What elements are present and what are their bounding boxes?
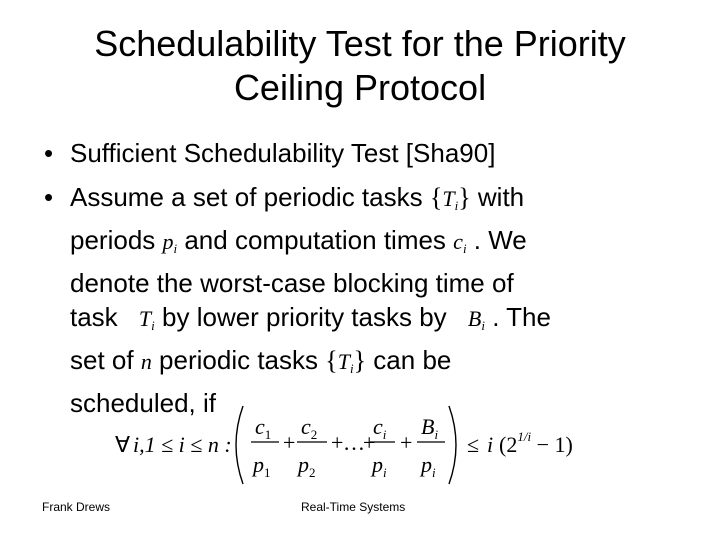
bullet-text: task [70,302,125,332]
n-math: n [140,349,152,374]
bullet-text: scheduled, if [70,388,216,418]
bullet-text: by lower priority tasks by [154,302,454,332]
bullet-marker: • [44,182,54,212]
bullet-text: and computation times [177,225,454,255]
frac-b-num: $B_i$ [421,414,439,442]
bullet-text: with [470,182,525,212]
plus-sign: + [400,430,413,455]
bullet-text: Sufficient Schedulability Test [Sha90] [70,138,496,168]
footer-author: Frank Drews [42,500,111,514]
formula-condition: i,1 ≤ i ≤ n : [133,432,232,457]
frac1-num: $c_1$ [255,414,272,442]
bullet-text: can be [366,345,452,375]
bullet-text: Assume a set of periodic tasks [70,182,430,212]
schedulability-formula [115,400,595,490]
title-line-2: Ceiling Protocol [233,67,487,108]
task-set-math: $\{T_i\}$ [429,183,471,213]
ellipsis: … [343,430,365,455]
frac-i-num: $c_i$ [373,414,387,442]
bullet-list [44,136,684,420]
computation-math: $c_i$ [453,229,467,256]
task-set-math: $\{T_i\}$ [325,346,367,376]
frac2-num: $c_2$ [301,414,318,442]
forall-symbol: ∀ [115,432,131,457]
frac-b-den: $p_i$ [421,452,436,480]
slide-title [40,22,680,110]
plus-sign: + [331,430,344,455]
period-math: $p_i$ [162,229,178,256]
bullet-marker: • [44,138,54,168]
title-line-1: Schedulability Test for the Priority [94,23,626,64]
rhs-i: i [487,432,494,457]
bullet-text: . The [484,302,551,332]
bullet-text: periodic tasks [151,345,326,375]
bullet-item-2 [44,180,684,420]
left-paren [236,406,243,484]
frac2-den: $p_2$ [298,452,316,480]
bullet-item-1 [44,136,684,170]
blocking-math: $B_i$ [467,306,485,333]
bullet-text: set of [70,345,141,375]
right-paren [449,406,456,484]
rhs-expression: $(2^{1/i} - 1)$ [499,429,573,457]
footer-course: Real-Time Systems [301,500,406,514]
bullet-text: periods [70,225,163,255]
plus-sign: + [363,430,376,455]
frac-i-den: $p_i$ [372,452,387,480]
frac1-den: $p_1$ [253,452,271,480]
formula-graphic [115,400,595,490]
leq-sign: ≤ [467,432,480,457]
plus-sign: + [283,430,296,455]
bullet-text: denote the worst-case blocking time of [70,268,514,298]
task-math: $T_i$ [138,306,155,333]
bullet-text: . We [466,225,527,255]
